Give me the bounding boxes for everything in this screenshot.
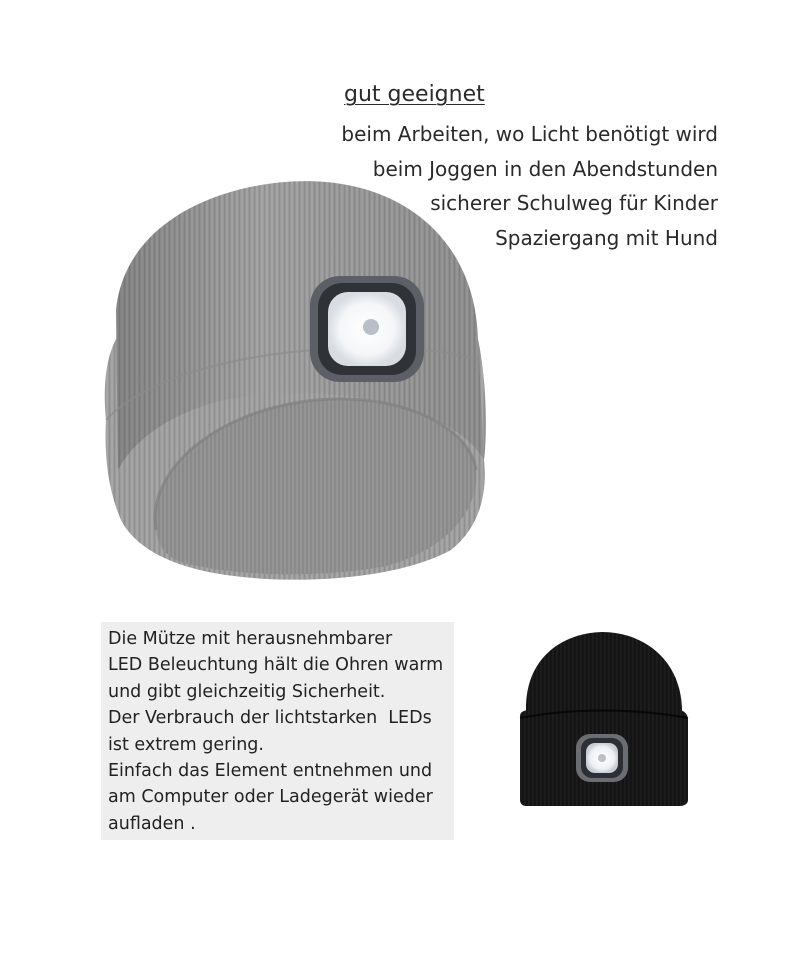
description-box <box>101 622 454 840</box>
description-line: Der Verbrauch der lichtstarken LEDs <box>108 708 432 729</box>
heading-gut-geeignet: gut geeignet <box>344 82 485 107</box>
led-light-icon <box>310 276 424 382</box>
description-line: Einfach das Element entnehmen und <box>108 761 433 782</box>
led-light-icon <box>576 734 628 782</box>
description-line: LED Beleuchtung hält die Ohren warm <box>108 655 444 676</box>
description-line: ist extrem gering. <box>108 734 264 755</box>
use-case-item: beim Joggen in den Abendstunden <box>372 156 718 181</box>
grey-led-beanie-image <box>96 170 492 590</box>
black-led-beanie-image <box>512 628 694 810</box>
use-case-item: beim Arbeiten, wo Licht benötigt wird <box>341 122 718 146</box>
description-line: aufladen . <box>108 813 196 834</box>
description-line: am Computer oder Ladegerät wieder <box>108 787 433 808</box>
use-case-item: Spaziergang mit Hund <box>495 225 718 250</box>
description-line: und gibt gleichzeitig Sicherheit. <box>108 681 386 702</box>
description-line: Die Mütze mit herausnehmbarer <box>108 629 393 649</box>
use-case-item: sicherer Schulweg für Kinder <box>430 191 718 215</box>
